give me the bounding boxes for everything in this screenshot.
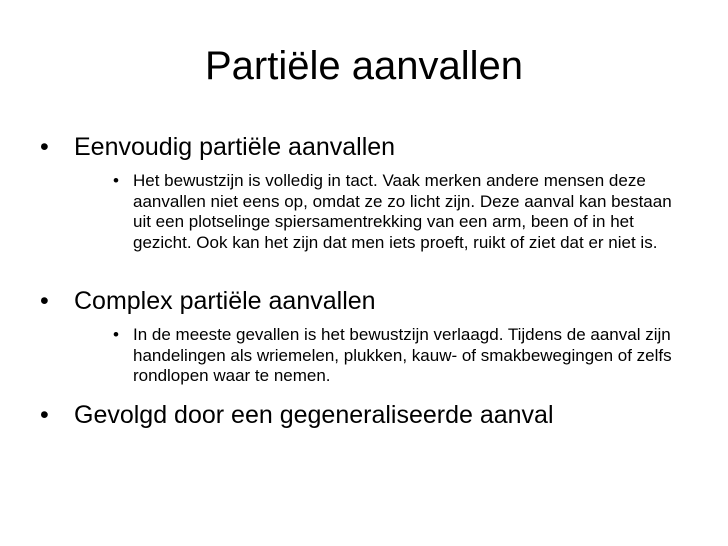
bullet-item-eenvoudig — [40, 132, 700, 162]
sub-bullet-item-complex — [113, 325, 693, 387]
bullet-icon: • — [40, 287, 49, 315]
bullet-item-label: Eenvoudig partiële aanvallen — [74, 133, 396, 161]
sub-bullet-item-label: Het bewustzijn is volledig in tact. Vaak merken andere mensen deze aanvallen niet eens op, omdat ze zo licht zijn. Deze aanval kan bestaan uit een plotselinge spiersamentrekking van een arm, been of in het gezicht. Ook kan het zijn dat men iets proeft, ruikt of ziet dat er niet is. — [133, 171, 672, 252]
slide-title: Partiële aanvallen — [205, 44, 523, 88]
sub-bullet-icon: • — [113, 171, 119, 190]
bullet-item-label: Complex partiële aanvallen — [74, 287, 376, 315]
sub-bullet-item-eenvoudig — [113, 171, 693, 253]
sub-bullet-icon: • — [113, 325, 119, 344]
bullet-item-complex — [40, 286, 700, 316]
bullet-item-label: Gevolgd door een gegeneraliseerde aanval — [74, 401, 554, 429]
bullet-icon: • — [40, 133, 49, 161]
bullet-icon: • — [40, 401, 49, 429]
bullet-item-gevolgd — [40, 400, 700, 430]
sub-bullet-item-label: In de meeste gevallen is het bewustzijn verlaagd. Tijdens de aanval zijn handelingen als wriemelen, plukken, kauw- of smakbewegingen of zelfs rondlopen waar te nemen. — [133, 325, 672, 385]
